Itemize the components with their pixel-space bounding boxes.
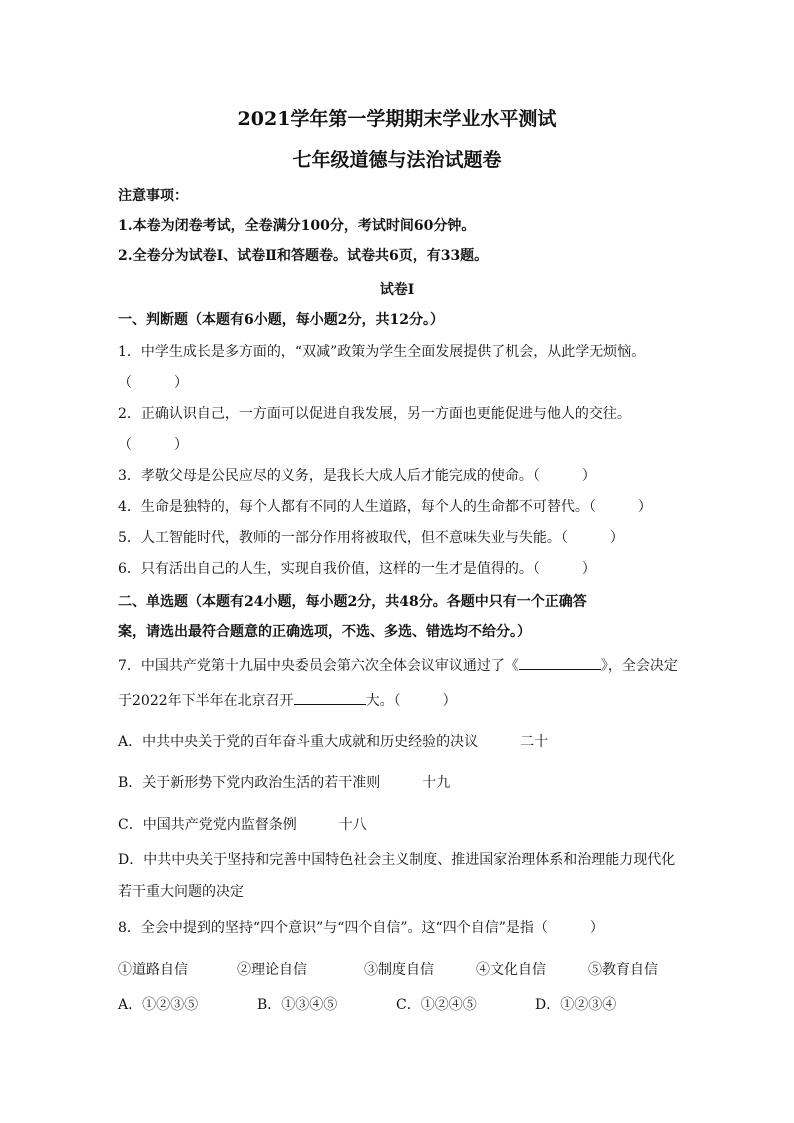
question-8-item: ①道路自信 bbox=[118, 962, 188, 978]
question-7-line1 bbox=[118, 654, 678, 676]
answer-blank bbox=[519, 654, 601, 670]
section2-heading-line2: 案，请选出最符合题意的正确选项，不选、多选、错选均不给分。） bbox=[118, 624, 531, 640]
question-8-option-d: D．①②③④ bbox=[535, 997, 617, 1013]
paper-label: 试卷Ⅰ bbox=[379, 282, 415, 298]
question-8: 8．全会中提到的坚持“四个意识”与“四个自信”。这“四个自信”是指（ ） bbox=[118, 920, 604, 936]
question-7-option-d-line1: D．中共中央关于坚持和完善中国特色社会主义制度、推进国家治理体系和治理能力现代化 bbox=[118, 852, 676, 868]
question-8-item: ⑤教育自信 bbox=[588, 962, 658, 978]
question-2: 2．正确认识自己，一方面可以促进自我发展，另一方面也更能促进与他人的交往。 bbox=[118, 406, 631, 422]
exam-subtitle: 七年级道德与法治试题卷 bbox=[292, 149, 502, 171]
question-7-text-b: 》，全会决定 bbox=[600, 658, 678, 674]
question-1: 1．中学生成长是多方面的，“双减”政策为学生全面发展提供了机会，从此学无烦恼。 bbox=[118, 344, 646, 360]
question-8-item: ③制度自信 bbox=[364, 962, 434, 978]
notes-heading: 注意事项： bbox=[118, 188, 188, 204]
question-8-option-c: C．①②④⑤ bbox=[396, 997, 477, 1013]
question-4: 4．生命是独特的，每个人都有不同的人生道路，每个人的生命都不可替代。（ ） bbox=[118, 499, 652, 515]
question-8-item: ④文化自信 bbox=[476, 962, 546, 978]
exam-title: 2021学年第一学期期末学业水平测试 bbox=[237, 108, 557, 130]
note-2: 2.全卷分为试卷Ⅰ、试卷Ⅱ和答题卷。试卷共6页，有33题。 bbox=[118, 248, 489, 264]
question-7-line2 bbox=[118, 689, 457, 711]
question-7-text-c: 于2022年下半年在北京召开 bbox=[118, 693, 294, 709]
note-1: 1.本卷为闭卷考试，全卷满分100分，考试时间60分钟。 bbox=[118, 218, 476, 234]
section2-heading-line1: 二、单选题（本题有24小题，每小题2分，共48分。各题中只有一个正确答 bbox=[118, 594, 587, 610]
question-7-option-a: A．中共中央关于党的百年奋斗重大成就和历史经验的决议 二十 bbox=[118, 734, 549, 750]
question-7-text-a: 7．中国共产党第十九届中央委员会第六次全体会议审议通过了《 bbox=[118, 658, 519, 674]
answer-blank bbox=[294, 689, 366, 705]
question-7-text-d: 大。（ ） bbox=[365, 693, 457, 709]
question-3: 3．孝敬父母是公民应尽的义务，是我长大成人后才能完成的使命。（ ） bbox=[118, 468, 596, 484]
question-7-option-c: C．中国共产党党内监督条例 十八 bbox=[118, 817, 367, 833]
section1-heading: 一、判断题（本题有6小题，每小题2分，共12分。） bbox=[118, 312, 444, 328]
question-6: 6．只有活出自己的人生，实现自我价值，这样的一生才是值得的。（ ） bbox=[118, 561, 596, 577]
question-8-item: ②理论自信 bbox=[237, 962, 307, 978]
question-8-option-a: A．①②③⑤ bbox=[118, 997, 199, 1013]
question-5: 5．人工智能时代，教师的一部分作用将被取代，但不意味失业与失能。（ ） bbox=[118, 530, 624, 546]
question-7-option-b: B．关于新形势下党内政治生活的若干准则 十九 bbox=[118, 775, 451, 791]
question-7-option-d-line2: 若干重大问题的决定 bbox=[118, 884, 244, 900]
question-1-answer-paren: （ ） bbox=[118, 375, 188, 391]
question-2-answer-paren: （ ） bbox=[118, 437, 188, 453]
question-8-option-b: B．①③④⑤ bbox=[257, 997, 338, 1013]
